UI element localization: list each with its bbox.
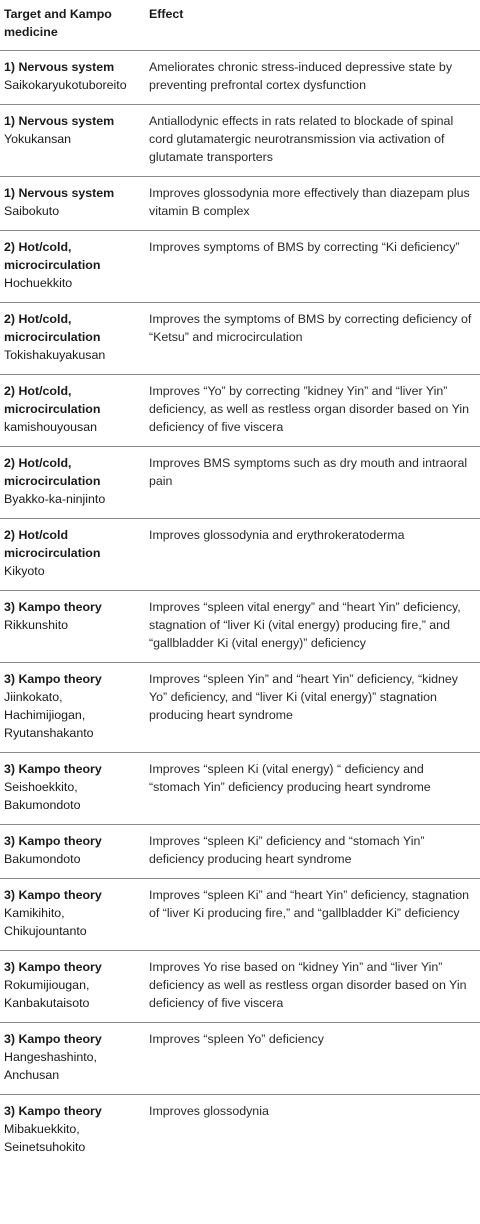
- target-cell: [0, 303, 145, 375]
- table-row: [0, 1023, 480, 1095]
- target-category: 2) Hot/cold, microcirculation: [4, 384, 101, 416]
- target-category: 3) Kampo theory: [4, 1032, 102, 1046]
- effect-cell: Improves glossodynia and erythrokeratoderma: [145, 519, 480, 591]
- target-cell: [0, 951, 145, 1023]
- table-row: [0, 105, 480, 177]
- kampo-medicine: Yokukansan: [4, 132, 72, 146]
- effect-cell: Improves Yo rise based on “kidney Yin” and “liver Yin” deficiency as well as restless organ disorder based on Yin deficiency of five viscera: [145, 951, 480, 1023]
- target-category: 2) Hot/cold microcirculation: [4, 528, 101, 560]
- table-row: [0, 231, 480, 303]
- table-row: [0, 51, 480, 105]
- target-cell: [0, 447, 145, 519]
- table-header-row: [0, 0, 480, 51]
- target-cell: [0, 879, 145, 951]
- effect-cell: Improves glossodynia: [149, 1104, 269, 1118]
- target-category: 3) Kampo theory: [4, 834, 102, 848]
- effect-cell: Improves “spleen vital energy” and “heart Yin” deficiency, stagnation of “liver Ki (vital energy) producing fire,” and “gallbladder Ki (vital energy)” deficiency: [145, 591, 480, 663]
- kampo-medicine: Saibokuto: [4, 204, 60, 218]
- effect-cell: Ameliorates chronic stress-induced depressive state by preventing prefrontal cortex dysfunction: [145, 51, 480, 105]
- target-category: 3) Kampo theory: [4, 888, 102, 902]
- target-category: 1) Nervous system: [4, 114, 115, 128]
- target-category: 2) Hot/cold, microcirculation: [4, 456, 101, 488]
- target-cell: [0, 105, 145, 177]
- table-row: [0, 375, 480, 447]
- table-row: [0, 519, 480, 591]
- target-category: 2) Hot/cold, microcirculation: [4, 312, 101, 344]
- target-cell: [0, 51, 145, 105]
- target-cell: [0, 663, 145, 753]
- table-row: [0, 825, 480, 879]
- effect-cell: Improves “spleen Ki (vital energy) “ deficiency and “stomach Yin” deficiency producing heart syndrome: [145, 753, 480, 825]
- effect-cell: Improves symptoms of BMS by correcting “Ki deficiency”: [145, 231, 480, 303]
- effect-cell: Improves “spleen Ki” deficiency and “stomach Yin” deficiency producing heart syndrome: [145, 825, 480, 879]
- table-row: [0, 177, 480, 231]
- effect-cell: Improves “Yo” by correcting ”kidney Yin” and “liver Yin” deficiency, as well as restless organ disorder based on Yin deficiency of five viscera: [145, 375, 480, 447]
- target-cell: [0, 825, 145, 879]
- kampo-medicine: Rikkunshito: [4, 618, 69, 632]
- kampo-medicine: Hochuekkito: [4, 276, 73, 290]
- kampo-medicine: Hangeshashinto, Anchusan: [4, 1050, 97, 1082]
- column-header-target: Target and Kampo medicine: [0, 0, 145, 51]
- kampo-medicine: Byakko-ka-ninjinto: [4, 492, 106, 506]
- kampo-medicine: Mibakuekkito, Seinetsuhokito: [4, 1122, 86, 1154]
- table-row: [0, 447, 480, 519]
- effect-cell: Improves the symptoms of BMS by correcting deficiency of “Ketsu” and microcirculation: [145, 303, 480, 375]
- column-header-effect: Effect: [145, 0, 480, 51]
- effect-cell: Improves glossodynia more effectively than diazepam plus vitamin B complex: [145, 177, 480, 231]
- target-cell: [0, 519, 145, 591]
- target-cell: [0, 231, 145, 303]
- target-category: 1) Nervous system: [4, 186, 115, 200]
- target-category: 1) Nervous system: [4, 60, 115, 74]
- table-row: [0, 663, 480, 753]
- table-row: [0, 951, 480, 1023]
- kampo-medicine: Jiinkokato, Hachimijiogan, Ryutanshakanto: [4, 690, 94, 740]
- kampo-medicine: Kikyoto: [4, 564, 45, 578]
- effect-cell: Improves “spleen Yin” and “heart Yin” deficiency, “kidney Yo” deficiency, and “liver Ki (vital energy)” stagnation producing heart syndrome: [145, 663, 480, 753]
- table-row: [0, 1095, 480, 1167]
- target-cell: [0, 177, 145, 231]
- table-row: [0, 591, 480, 663]
- kampo-medicine: Rokumijiougan, Kanbakutaisoto: [4, 978, 90, 1010]
- table-row: [0, 303, 480, 375]
- effect-cell: Improves “spleen Ki” and “heart Yin” deficiency, stagnation of “liver Ki producing fire,” and “gallbladder Ki” deficiency: [145, 879, 480, 951]
- target-category: 2) Hot/cold, microcirculation: [4, 240, 101, 272]
- kampo-medicine: Seishoekkito, Bakumondoto: [4, 780, 81, 812]
- target-cell: [0, 375, 145, 447]
- target-cell: [0, 1095, 145, 1167]
- kampo-medicine: Kamikihito, Chikujountanto: [4, 906, 87, 938]
- effect-cell: Improves “spleen Yo” deficiency: [145, 1023, 480, 1095]
- effect-cell: Improves BMS symptoms such as dry mouth and intraoral pain: [145, 447, 480, 519]
- target-category: 3) Kampo theory: [4, 672, 102, 686]
- effect-cell: Antiallodynic effects in rats related to blockade of spinal cord glutamatergic neurotransmission via activation of glutamate transporters: [145, 105, 480, 177]
- target-category: 3) Kampo theory: [4, 1104, 102, 1118]
- kampo-medicine: Saikokaryukotuboreito: [4, 78, 127, 92]
- kampo-medicine: Tokishakuyakusan: [4, 348, 106, 362]
- target-category: 3) Kampo theory: [4, 600, 102, 614]
- target-category: 3) Kampo theory: [4, 762, 102, 776]
- target-cell: [0, 1023, 145, 1095]
- target-cell: [0, 753, 145, 825]
- target-category: 3) Kampo theory: [4, 960, 102, 974]
- table-row: [0, 753, 480, 825]
- table-row: [0, 879, 480, 951]
- target-cell: [0, 591, 145, 663]
- kampo-medicine: Bakumondoto: [4, 852, 81, 866]
- kampo-medicine: kamishouyousan: [4, 420, 97, 434]
